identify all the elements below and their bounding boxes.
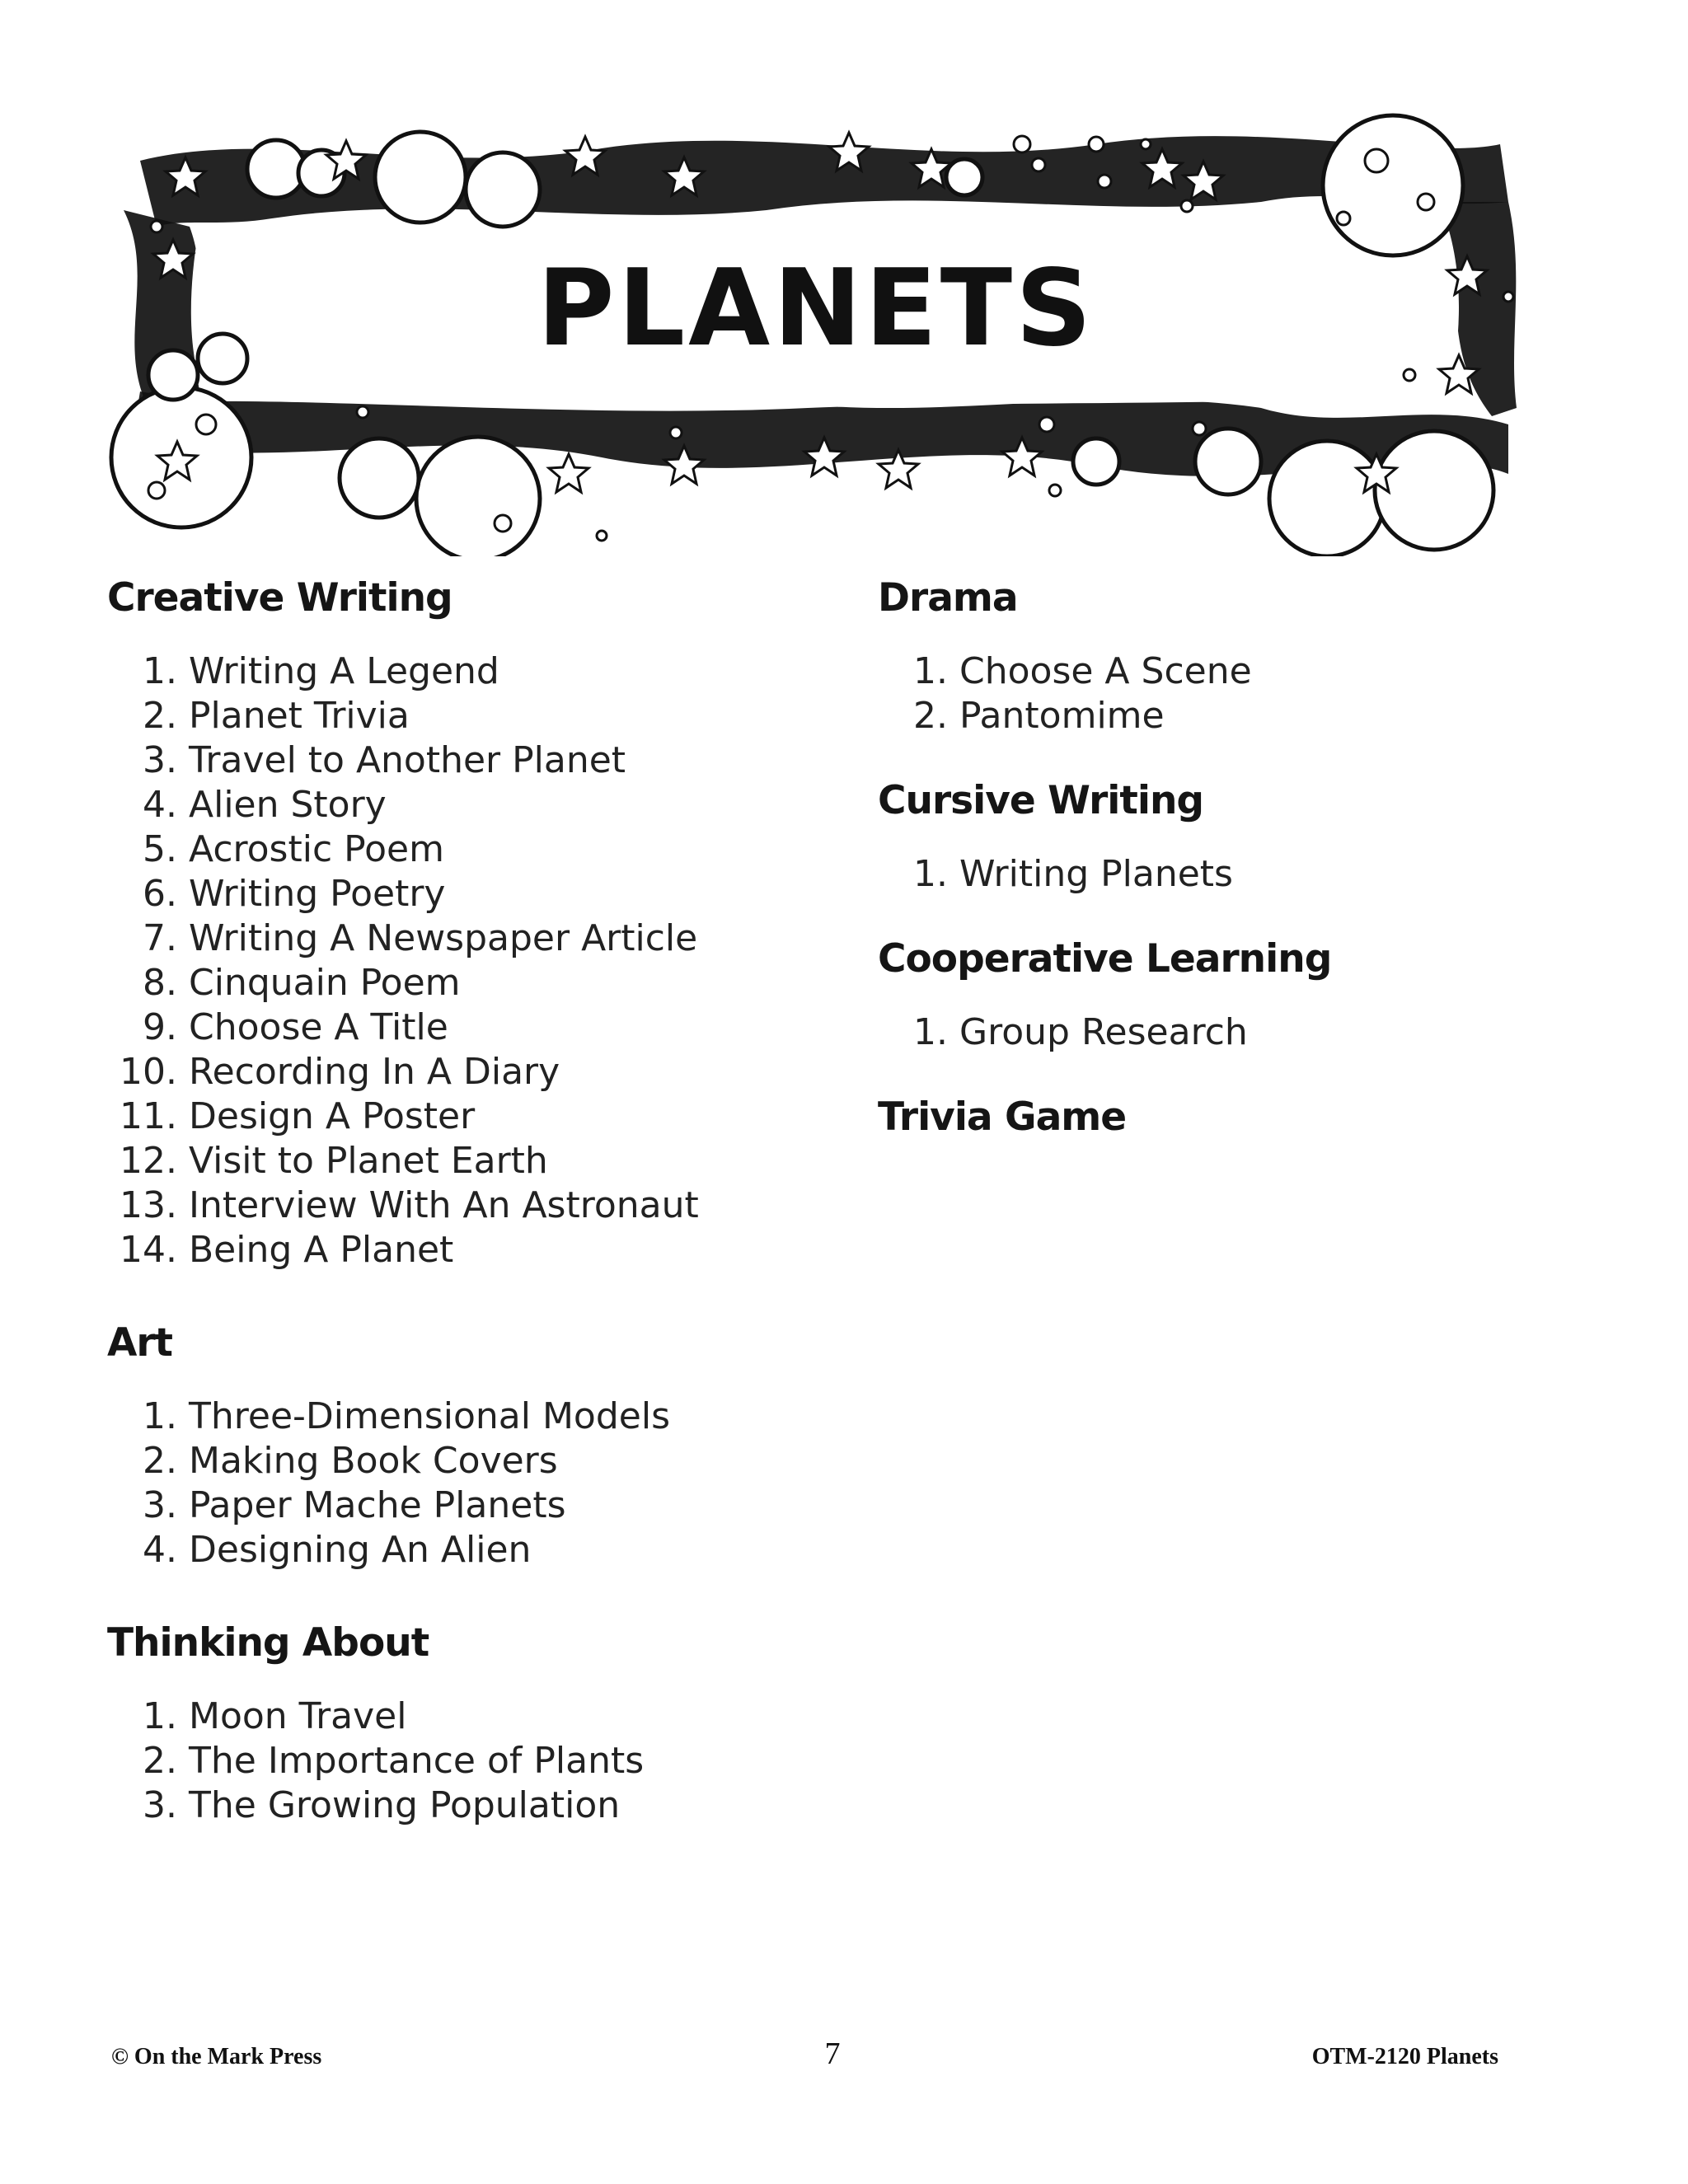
item-number: 12.: [120, 1140, 177, 1182]
item-label: Being A Planet: [189, 1229, 454, 1271]
item-label: Pantomime: [959, 695, 1165, 737]
item-label: Group Research: [959, 1011, 1248, 1053]
list-item: [107, 694, 849, 738]
planet-icon: [340, 437, 540, 556]
item-label: Paper Mache Planets: [189, 1484, 566, 1526]
section-cooperative-learning: [878, 930, 1620, 1055]
right-column: [878, 569, 1620, 1180]
item-number: 1.: [143, 650, 177, 692]
item-number: 4.: [143, 1529, 177, 1571]
item-label: Moon Travel: [189, 1695, 407, 1737]
item-number: 2.: [143, 1740, 177, 1782]
list-item: [107, 1394, 849, 1439]
section-heading: Trivia Game: [878, 1094, 1127, 1140]
item-number: 4.: [143, 784, 177, 826]
item-number: 6.: [143, 873, 177, 915]
item-number: 14.: [120, 1229, 177, 1271]
list-item: [107, 1228, 849, 1272]
item-label: Recording In A Diary: [189, 1051, 560, 1093]
item-number: 2.: [143, 1440, 177, 1482]
item-label: Writing Poetry: [189, 873, 446, 915]
list-item: [878, 694, 1620, 738]
list-item: [107, 1739, 849, 1783]
list-item: [878, 649, 1620, 694]
list-item: [107, 1783, 849, 1828]
section-heading: Drama: [878, 575, 1018, 621]
list-item: [107, 1183, 849, 1228]
list-item: [107, 1139, 849, 1183]
item-label: Choose A Scene: [959, 650, 1252, 692]
planet-icon: [1323, 115, 1463, 255]
section-cursive-writing: [878, 771, 1620, 897]
list-item: [107, 1005, 849, 1050]
item-number: 8.: [143, 962, 177, 1004]
item-label: Design A Poster: [189, 1095, 476, 1137]
item-number: 2.: [913, 695, 948, 737]
item-number: 10.: [120, 1051, 177, 1093]
item-number: 1.: [143, 1395, 177, 1437]
item-label: Visit to Planet Earth: [189, 1140, 548, 1182]
section-trivia-game: [878, 1088, 1620, 1147]
item-label: Writing A Legend: [189, 650, 499, 692]
section-heading: Cooperative Learning: [878, 936, 1332, 982]
item-list: [878, 1010, 1620, 1055]
list-item: [107, 1528, 849, 1572]
planet-icon: [1195, 429, 1493, 556]
item-list: [878, 649, 1620, 738]
list-item: [107, 872, 849, 916]
section-thinking-about: [107, 1614, 849, 1828]
item-number: 5.: [143, 828, 177, 870]
item-label: Three-Dimensional Models: [189, 1395, 670, 1437]
item-list: [878, 852, 1620, 897]
item-number: 3.: [143, 1784, 177, 1826]
list-item: [107, 916, 849, 961]
footer-product-code: OTM-2120 Planets: [1311, 2044, 1498, 2069]
item-label: Interview With An Astronaut: [189, 1184, 699, 1226]
item-label: Travel to Another Planet: [189, 739, 626, 781]
section-heading: Art: [107, 1320, 173, 1366]
list-item: [107, 961, 849, 1005]
section-heading: Cursive Writing: [878, 778, 1204, 823]
footer-copyright: © On the Mark Press: [111, 2044, 322, 2069]
item-label: Designing An Alien: [189, 1529, 532, 1571]
list-item: [878, 852, 1620, 897]
list-item: [107, 1694, 849, 1739]
page-title: PLANETS: [537, 247, 1095, 370]
item-number: 11.: [120, 1095, 177, 1137]
section-heading: Thinking About: [107, 1620, 429, 1666]
item-label: Writing A Newspaper Article: [189, 917, 698, 959]
list-item: [107, 1050, 849, 1094]
item-list: [107, 649, 849, 1272]
item-number: 2.: [143, 695, 177, 737]
item-list: [107, 1694, 849, 1828]
item-label: Cinquain Poem: [189, 962, 461, 1004]
item-label: The Growing Population: [189, 1784, 621, 1826]
list-item: [107, 1439, 849, 1483]
section-art: [107, 1314, 849, 1572]
item-label: Alien Story: [189, 784, 387, 826]
page-number: 7: [824, 2036, 841, 2071]
list-item: [107, 827, 849, 872]
item-number: 7.: [143, 917, 177, 959]
left-column: [107, 569, 849, 1851]
section-creative-writing: [107, 569, 849, 1272]
item-label: Acrostic Poem: [189, 828, 444, 870]
item-label: Planet Trivia: [189, 695, 410, 737]
item-number: 1.: [913, 650, 948, 692]
section-drama: [878, 569, 1620, 738]
item-label: Making Book Covers: [189, 1440, 558, 1482]
item-label: The Importance of Plants: [189, 1740, 645, 1782]
list-item: [878, 1010, 1620, 1055]
item-number: 1.: [143, 1695, 177, 1737]
list-item: [107, 1094, 849, 1139]
section-heading: Creative Writing: [107, 575, 452, 621]
item-number: 9.: [143, 1006, 177, 1048]
item-label: Writing Planets: [959, 853, 1233, 895]
title-banner: [107, 111, 1525, 556]
list-item: [107, 649, 849, 694]
item-number: 13.: [120, 1184, 177, 1226]
list-item: [107, 738, 849, 783]
item-number: 3.: [143, 1484, 177, 1526]
list-item: [107, 783, 849, 827]
item-number: 1.: [913, 853, 948, 895]
item-list: [107, 1394, 849, 1572]
item-label: Choose A Title: [189, 1006, 448, 1048]
item-number: 1.: [913, 1011, 948, 1053]
list-item: [107, 1483, 849, 1528]
item-number: 3.: [143, 739, 177, 781]
